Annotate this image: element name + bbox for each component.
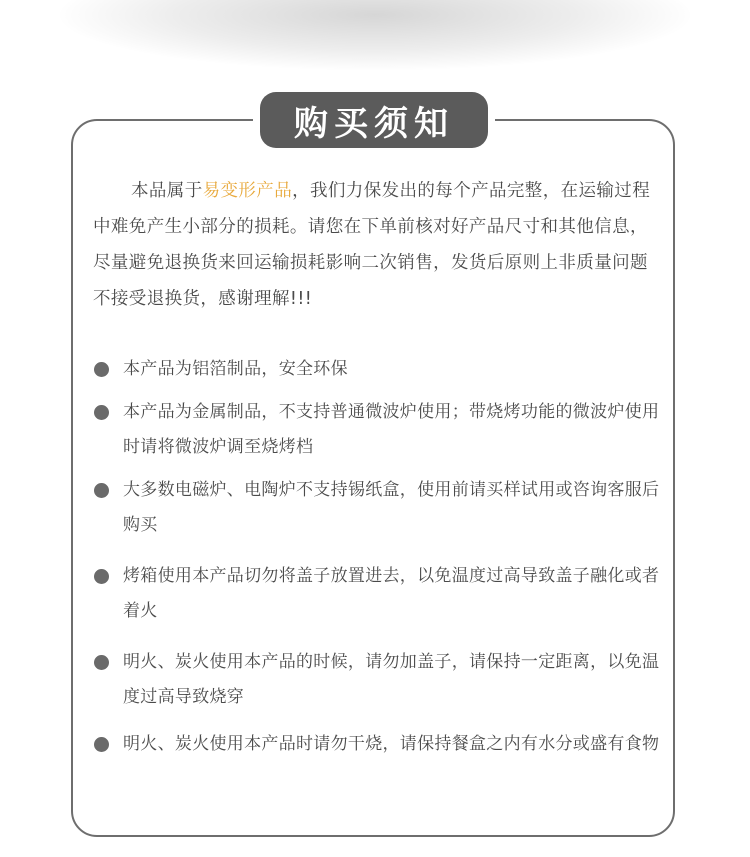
notice-item [93,559,663,629]
notice-item-text: 明火、炭火使用本产品的时候，请勿加盖子，请保持一定距离，以免温度过高导致烧穿 [123,652,660,707]
page-title: 购买须知 [294,103,454,144]
notice-item [93,645,663,715]
notice-item-text: 本产品为铝箔制品，安全环保 [123,359,348,379]
notice-item-text: 烤箱使用本产品切勿将盖子放置进去，以免温度过高导致盖子融化或者着火 [123,566,660,621]
top-shadow-decoration [60,0,690,70]
notice-item-text: 大多数电磁炉、电陶炉不支持锡纸盒，使用前请买样试用或咨询客服后购买 [123,480,660,535]
bullet-dot-icon [94,737,109,752]
notice-item-text: 明火、炭火使用本产品时请勿干烧，请保持餐盒之内有水分或盛有食物 [123,734,660,754]
notice-item [93,395,663,465]
intro-paragraph [93,173,659,317]
notice-item [93,727,663,762]
notice-item [93,352,663,387]
notice-item [93,473,663,543]
notice-list [93,352,663,762]
intro-highlight: 易变形产品 [202,181,293,201]
bullet-dot-icon [94,483,109,498]
bullet-dot-icon [94,405,109,420]
title-badge [260,92,488,148]
notice-item-text: 本产品为金属制品，不支持普通微波炉使用；带烧烤功能的微波炉使用时请将微波炉调至烧烤档 [123,402,660,457]
intro-text-after: ，我们力保发出的每个产品完整，在运输过程中难免产生小部分的损耗。请您在下单前核对好产品尺寸和其他信息，尽量避免退换货来回运输损耗影响二次销售，发货后原则上非质量问题不接受退换货，感谢理解!!! [93,181,651,309]
bullet-dot-icon [94,569,109,584]
intro-text-before: 本品属于 [131,181,203,201]
bullet-dot-icon [94,362,109,377]
bullet-dot-icon [94,655,109,670]
